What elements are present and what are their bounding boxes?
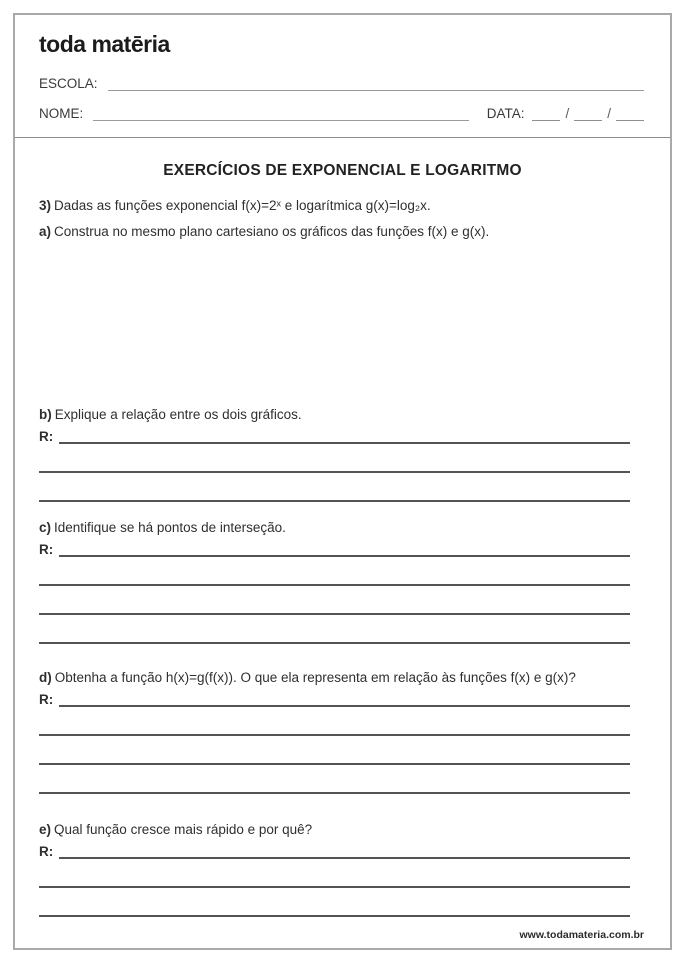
answer-prefix: R: bbox=[39, 844, 54, 859]
question-a-label: a) bbox=[39, 224, 52, 239]
header-divider bbox=[15, 137, 670, 138]
question-c-label: c) bbox=[39, 520, 52, 535]
worksheet-body bbox=[15, 161, 670, 917]
worksheet-title: EXERCÍCIOS DE EXPONENCIAL E LOGARITMO bbox=[163, 162, 522, 179]
question-b-text: Explique a relação entre os dois gráficos. bbox=[54, 407, 302, 422]
school-field-row bbox=[39, 76, 644, 91]
answer-e-first-row bbox=[39, 843, 630, 859]
answer-b-line[interactable] bbox=[39, 473, 630, 502]
question-b bbox=[39, 405, 630, 425]
answer-e-line[interactable] bbox=[39, 859, 630, 888]
answer-prefix: R: bbox=[39, 542, 54, 557]
answer-c-line[interactable] bbox=[39, 615, 630, 644]
date-slash: / bbox=[607, 106, 611, 121]
answer-b-first-row bbox=[39, 428, 630, 444]
name-label: NOME: bbox=[39, 106, 84, 121]
question-b-label: b) bbox=[39, 407, 52, 422]
question-d-label: d) bbox=[39, 670, 52, 685]
question-e-label: e) bbox=[39, 822, 52, 837]
question-e bbox=[39, 820, 630, 840]
sheet-header bbox=[15, 15, 670, 121]
question-d bbox=[39, 668, 630, 688]
answer-c-line[interactable] bbox=[39, 586, 630, 615]
school-blank-line[interactable] bbox=[108, 77, 644, 91]
date-blank-month[interactable] bbox=[574, 107, 602, 121]
question-3 bbox=[39, 196, 630, 216]
answer-d-line[interactable] bbox=[59, 691, 630, 707]
date-blank-year[interactable] bbox=[616, 107, 644, 121]
school-label: ESCOLA: bbox=[39, 76, 98, 91]
name-blank-line[interactable] bbox=[93, 107, 468, 121]
answer-b-line[interactable] bbox=[39, 444, 630, 473]
answer-prefix: R: bbox=[39, 429, 54, 444]
answer-e-line[interactable] bbox=[39, 888, 630, 917]
question-a-text: Construa no mesmo plano cartesiano os gráficos das funções f(x) e g(x). bbox=[54, 224, 490, 239]
question-3-text: Dadas as funções exponencial f(x)=2ˣ e logarítmica g(x)=log₂x. bbox=[54, 198, 431, 213]
question-c bbox=[39, 518, 630, 538]
answer-b-line[interactable] bbox=[59, 428, 630, 444]
answer-d-line[interactable] bbox=[39, 736, 630, 765]
question-e-text: Qual função cresce mais rápido e por quê? bbox=[54, 822, 313, 837]
answer-d-first-row bbox=[39, 691, 630, 707]
question-c-text: Identifique se há pontos de interseção. bbox=[54, 520, 286, 535]
answer-e-line[interactable] bbox=[59, 843, 630, 859]
date-label: DATA: bbox=[486, 106, 525, 121]
question-d-text: Obtenha a função h(x)=g(f(x)). O que ela representa em relação às funções f(x) e g(x)? bbox=[54, 670, 576, 685]
date-blank-day[interactable] bbox=[532, 107, 560, 121]
answer-d-line[interactable] bbox=[39, 765, 630, 794]
date-slash: / bbox=[565, 106, 570, 121]
answer-c-line[interactable] bbox=[59, 541, 630, 557]
graph-drawing-area[interactable] bbox=[39, 242, 630, 405]
answer-c-first-row bbox=[39, 541, 630, 557]
footer-website: www.todamateria.com.br bbox=[519, 929, 644, 941]
worksheet-page bbox=[13, 13, 672, 950]
answer-d-line[interactable] bbox=[39, 707, 630, 736]
name-field-row bbox=[39, 106, 644, 121]
question-a bbox=[39, 222, 630, 242]
question-3-label: 3) bbox=[39, 198, 52, 213]
answer-c-line[interactable] bbox=[39, 557, 630, 586]
answer-prefix: R: bbox=[39, 692, 54, 707]
brand-logo: toda matēria bbox=[39, 31, 170, 57]
